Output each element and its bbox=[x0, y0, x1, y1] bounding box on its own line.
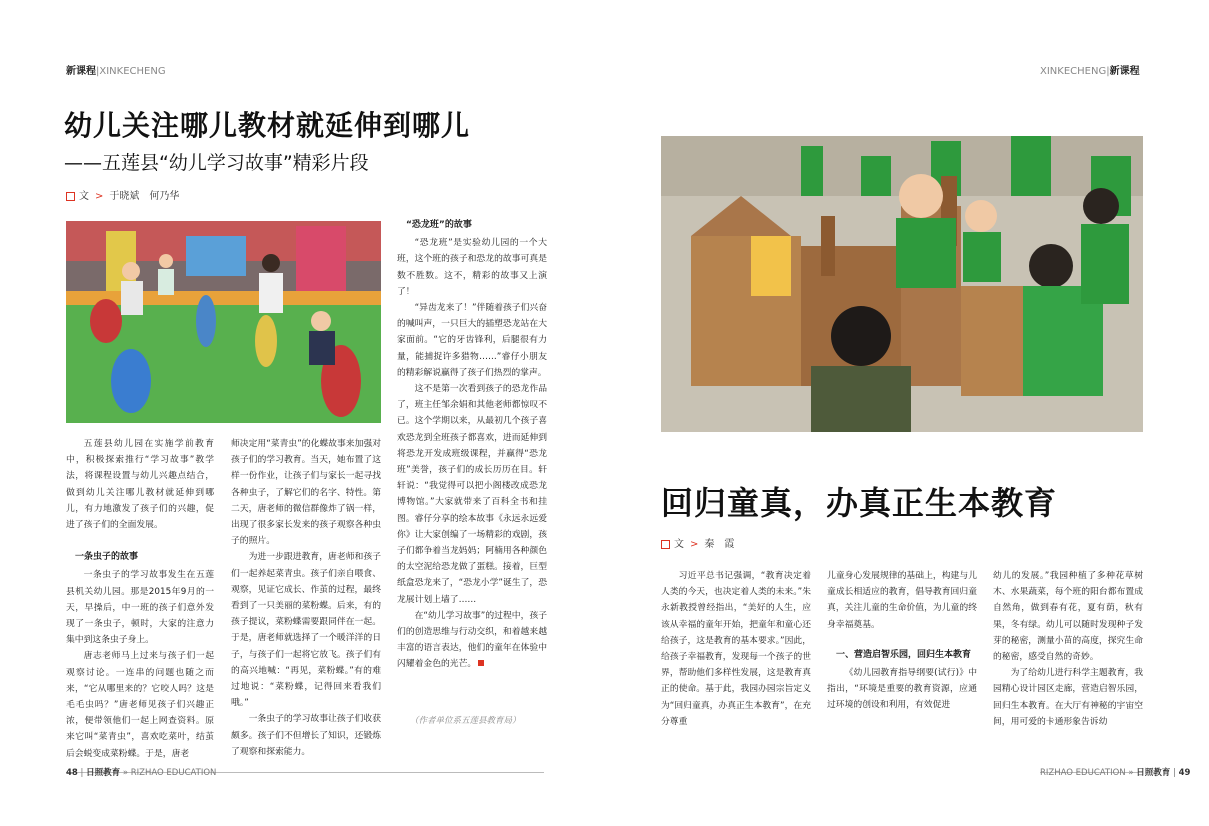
photo-children-blocks bbox=[661, 136, 1143, 432]
byline-square-icon bbox=[66, 192, 75, 201]
paragraph: 为了给幼儿进行科学主题教育，我园精心设计园区走廊，营造启智乐园，回归生本教育。在大厅有神秘的宇宙空间，用可爱的卡通形象告诉幼 bbox=[993, 668, 1143, 727]
chevron-right-icon: > bbox=[690, 539, 699, 550]
article-subtitle-left: ——五莲县“幼儿学习故事”精彩片段 bbox=[64, 152, 369, 174]
left-column-1 bbox=[66, 436, 214, 762]
section-label-left: 新课程|XINKECHENG bbox=[66, 66, 166, 77]
byline-square-icon bbox=[661, 540, 670, 549]
section-heading: “恐龙班”的故事 bbox=[406, 220, 472, 230]
paragraph: 习近平总书记强调，“教育决定着人类的今天，也决定着人类的未来。”朱永新教授曾经指出，“美好的人生，应该从幸福的童年开始，把童年和童心还给孩子，这是教育的基本要求。”因此，给孩子幸福教育，发现每一个孩子的世界，帮助他们多样性发展，这是教育真正的使命。基于此，我园办园宗旨定义为“回归童真，办真正生本教育”，在充分尊重 bbox=[661, 571, 811, 727]
paragraph: 在“幼儿学习故事”的过程中，孩子们的创造思维与行动交织，和着越来越丰富的语言表达，他们的童年在体验中闪耀着金色的光芒。 bbox=[397, 610, 547, 670]
chevron-right-icon: > bbox=[95, 191, 104, 202]
photo-children-tires bbox=[66, 221, 381, 423]
byline-right: 文 > 秦 霞 bbox=[661, 535, 734, 550]
left-column-3 bbox=[397, 217, 547, 673]
footer-left: 48 | 日照教育 » RIZHAO EDUCATION bbox=[66, 768, 217, 778]
paragraph: 为进一步跟进教育，唐老师和孩子们一起养起菜青虫。孩子们亲自喂食、观察，见证它成长、作茧的过程，最终看到了一只美丽的菜粉蝶。后来，有的孩子提议，菜粉蝶需要跟同伴在一起。于是，唐老师就选择了一个暖洋洋的日子，与孩子们一起将它放飞。孩子们有的高兴地喊：“再见，菜粉蝶。”有的难过地说：“菜粉蝶，记得回来看我们哦。” bbox=[231, 552, 381, 709]
section-label-right: XINKECHENG|新课程 bbox=[1040, 66, 1140, 77]
paragraph: 儿童身心发展规律的基础上，构建与儿童成长相适应的教育，倡导教育回归童真，关注儿童的生命价值，为儿童的终身幸福奠基。 bbox=[827, 571, 977, 630]
paragraph: 唐志老师马上过来与孩子们一起观察讨论。一连串的问题也随之而来，“它从哪里来的？它咬人吗？这是毛毛虫吗？”唐老师见孩子们兴趣正浓，便带领他们一起上网查资料。原来它叫“菜青虫”，喜欢吃菜叶，结茧后会蜕变成菜粉蝶。于是，唐老 bbox=[66, 651, 214, 759]
right-column-3 bbox=[993, 568, 1143, 730]
paragraph: 一条虫子的学习故事让孩子们收获颇多。孩子们不但增长了知识，还锻炼了观察和探索能力。 bbox=[231, 714, 381, 757]
paragraph: “异齿龙来了！”伴随着孩子们兴奋的喊叫声，一只巨大的插塑恐龙站在大家面前。“它的牙齿锋利，后腿很有力量，能捕捉许多猎物……”睿仔小朋友的精彩解说赢得了孩子们热烈的掌声。 bbox=[397, 303, 547, 378]
article-title-right: 回归童真，办真正生本教育 bbox=[661, 484, 1058, 522]
left-column-2 bbox=[231, 436, 381, 760]
paragraph: 一条虫子的学习故事发生在五莲县机关幼儿园。那是2015年9月的一天，早操后，中一班的孩子们意外发现了一条虫子，顿时，大家的注意力集中到这条虫子身上。 bbox=[66, 570, 214, 646]
paragraph: 幼儿的发展。”我园种植了多种花草树木、水果蔬菜，每个班的阳台都布置成自然角，做到春有花，夏有荫，秋有果，冬有绿。幼儿可以随时发现种子发芽的秘密，测量小苗的高度，探究生命的秘密，感受自然的奇妙。 bbox=[993, 571, 1143, 663]
section-heading: 一条虫子的故事 bbox=[75, 552, 139, 563]
paragraph: 五莲县幼儿园在实施学前教育中，积极探索推行“学习故事”教学法，将课程设置与幼儿兴趣点结合，做到幼儿关注哪儿教材就延伸到哪儿，有力地激发了孩子们的兴趣，促进了孩子们的全面发展。 bbox=[66, 439, 214, 531]
paragraph: “恐龙班”是实验幼儿园的一个大班，这个班的孩子和恐龙的故事可真是数不胜数。这不，精彩的故事又上演了！ bbox=[397, 238, 547, 297]
right-column-2 bbox=[827, 568, 977, 714]
end-mark-icon bbox=[478, 660, 484, 666]
footer-right: RIZHAO EDUCATION » 日照教育 | 49 bbox=[1040, 768, 1191, 778]
paragraph: 师决定用“菜青虫”的化蝶故事来加强对孩子们的学习教育。当天，她布置了这样一份作业，让孩子们与家长一起寻找各种虫子，了解它们的名字、特性。第二天，唐老师的微信群像炸了锅一样，出现了很多家长发来的孩子观察各种虫子的照片。 bbox=[231, 439, 381, 547]
right-column-1 bbox=[661, 568, 811, 730]
section-heading: 一、营造启智乐园，回归生本教育 bbox=[836, 649, 972, 660]
article-title-left: 幼儿关注哪儿教材就延伸到哪儿 bbox=[64, 109, 471, 142]
paragraph: 这不是第一次看到孩子的恐龙作品了，班主任邹余娟和其他老师都惊叹不已。这个学期以来，从最初几个孩子喜欢恐龙到全班孩子都喜欢，进而延伸到将恐龙开发成班级课程，并赢得“恐龙班”美誉，孩子们的成长历历在目。轩轩说：“我觉得可以把小阁楼改成恐龙博物馆。”大家就带来了百科全书和挂图。睿仔分享的绘本故事《永远永远爱你》让大家创编了一场精彩的戏剧，孩子们都争着当龙妈妈；阿楠用各种颜色的太空泥给恐龙做了蛋糕。接着，巨型纸盒恐龙来了，“恐龙小学”诞生了，恐龙展计划上墙了…… bbox=[397, 384, 547, 605]
paragraph: 《幼儿园教育指导纲要(试行)》中指出，“环境是重要的教育资源，应通过环境的创设和利用，有效促进 bbox=[827, 668, 977, 711]
author-note: （作者单位系五莲县教育局） bbox=[410, 716, 521, 726]
byline-left: 文 > 于晓斌 何乃华 bbox=[66, 187, 179, 202]
